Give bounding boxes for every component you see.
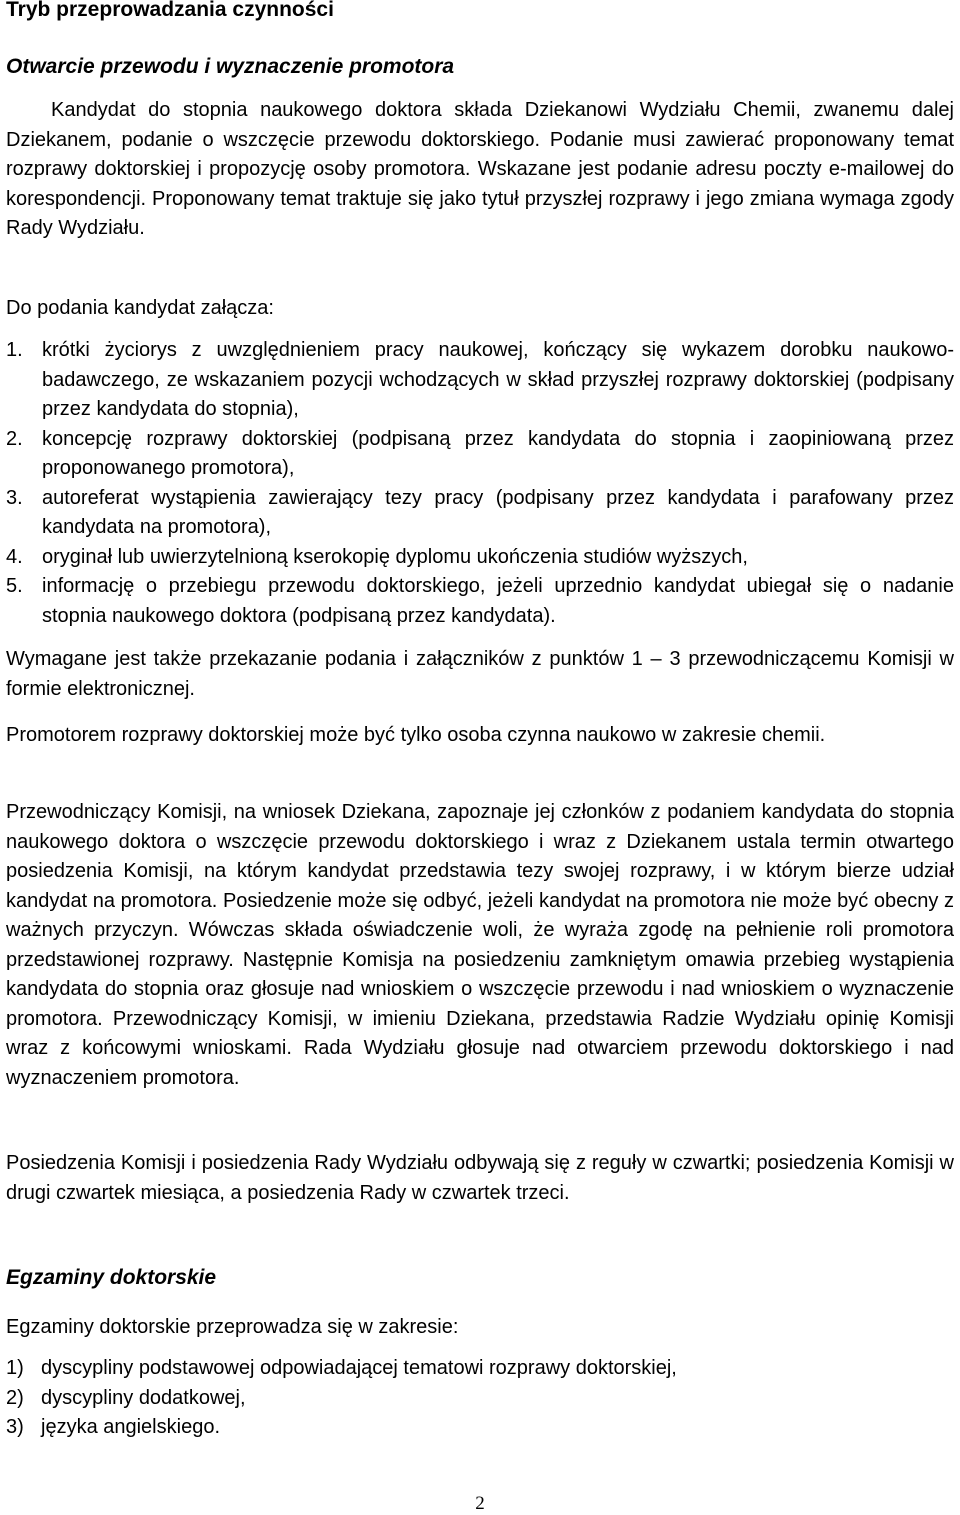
list-item-text: informację o przebiegu przewodu doktorskiego, jeżeli uprzednio kandydat ubiegał się o nadanie stopnia naukowego doktora (podpisaną przez kandydata).	[42, 575, 954, 627]
intro-paragraph: Kandydat do stopnia naukowego doktora składa Dziekanowi Wydziału Chemii, zwanemu dalej Dziekanem, podanie o wszczęcie przewodu doktorskiego. Podanie musi zawierać proponowany temat rozprawy doktorskiej i propozycję osoby promotora. Wskazane jest podanie adresu poczty e-mailowej do korespondencji. Proponowany temat traktuje się jako tytuł przyszłej rozprawy i jego zmiana wymaga zgody Rady Wydziału.	[6, 99, 954, 239]
list-item-text: dyscypliny dodatkowej,	[41, 1386, 246, 1409]
list-item-number: 3)	[6, 1416, 24, 1438]
page-heading: Tryb przeprowadzania czynności	[6, 0, 334, 21]
list-item	[6, 484, 954, 543]
list-item-number: 5.	[6, 575, 23, 597]
list-item-number: 3.	[6, 486, 23, 509]
list-item-text: oryginał lub uwierzytelnioną kserokopię dyplomu ukończenia studiów wyższych,	[42, 545, 748, 568]
list-item	[6, 1413, 954, 1443]
attachments-list	[6, 336, 954, 631]
promoter-paragraph: Promotorem rozprawy doktorskiej może być tylko osoba czynna naukowo w zakresie chemii.	[6, 724, 826, 746]
list-item	[6, 1354, 954, 1384]
list-item-text: dyscypliny podstawowej odpowiadającej tematowi rozprawy doktorskiej,	[41, 1357, 677, 1379]
list-item-number: 1)	[6, 1357, 24, 1379]
list-item-text: autoreferat wystąpienia zawierający tezy pracy (podpisany przez kandydata i parafowany przez kandydata na promotora),	[42, 486, 954, 538]
page-number: 2	[475, 1493, 485, 1514]
commission-paragraph: Przewodniczący Komisji, na wniosek Dziekana, zapoznaje jej członków z podaniem kandydata do stopnia naukowego doktora o wszczęcie przewodu doktorskiego i wraz z Dziekanem ustala termin otwartego posiedzenia Komisji, na którym kandydat przedstawia tezy swojej rozprawy, i w którym bierze udział kandydat na promotora. Posiedzenie może się odbyć, jeżeli kandydat na promotora nie może być obecny z ważnych przyczyn. Wówczas składa oświadczenie woli, że wyraża zgodę na pełnienie roli promotora przedstawionej rozprawy. Następnie Komisja na posiedzeniu zamkniętym omawia przebieg wystąpienia kandydata do stopnia oraz głosuje nad wnioskiem o wszczęcie przewodu i nad wnioskiem o wyznaczenie promotora. Przewodniczący Komisji, w imieniu Dziekana, przedstawia Radzie Wydziału opinię Komisji wraz z końcowymi wnioskami. Rada Wydziału głosuje nad otwarciem przewodu doktorskiego i nad wyznaczeniem promotora.	[6, 801, 954, 1089]
list-item-number: 2.	[6, 427, 23, 450]
list-item	[6, 1384, 954, 1414]
attachments-label: Do podania kandydat załącza:	[6, 297, 274, 319]
section-title-exams: Egzaminy doktorskie	[6, 1266, 217, 1289]
list-item	[6, 336, 954, 425]
exams-intro: Egzaminy doktorskie przeprowadza się w zakresie:	[6, 1316, 459, 1338]
list-item-text: języka angielskiego.	[41, 1416, 220, 1438]
meetings-paragraph: Posiedzenia Komisji i posiedzenia Rady Wydziału odbywają się z reguły w czwartki; posiedzenia Komisji w drugi czwartek miesiąca, a posiedzenia Rady w czwartek trzeci.	[6, 1152, 954, 1204]
list-item	[6, 543, 954, 573]
list-item-text: koncepcję rozprawy doktorskiej (podpisaną przez kandydata do stopnia i zaopiniowaną przez proponowanego promotora),	[42, 427, 954, 479]
list-item	[6, 425, 954, 484]
exams-list	[6, 1354, 954, 1443]
electronic-submission-paragraph: Wymagane jest także przekazanie podania i załączników z punktów 1 – 3 przewodniczącemu Komisji w formie elektronicznej.	[6, 648, 954, 700]
list-item-number: 2)	[6, 1386, 24, 1409]
list-item	[6, 572, 954, 631]
list-item-text: krótki życiorys z uwzględnieniem pracy naukowej, kończący się wykazem dorobku naukowo-badawczego, ze wskazaniem pozycji wchodzących w skład przyszłej rozprawy doktorskiej (podpisany przez kandydata do stopnia),	[42, 339, 954, 420]
section-title-opening: Otwarcie przewodu i wyznaczenie promotora	[6, 55, 455, 78]
list-item-number: 4.	[6, 545, 23, 568]
list-item-number: 1.	[6, 339, 23, 361]
